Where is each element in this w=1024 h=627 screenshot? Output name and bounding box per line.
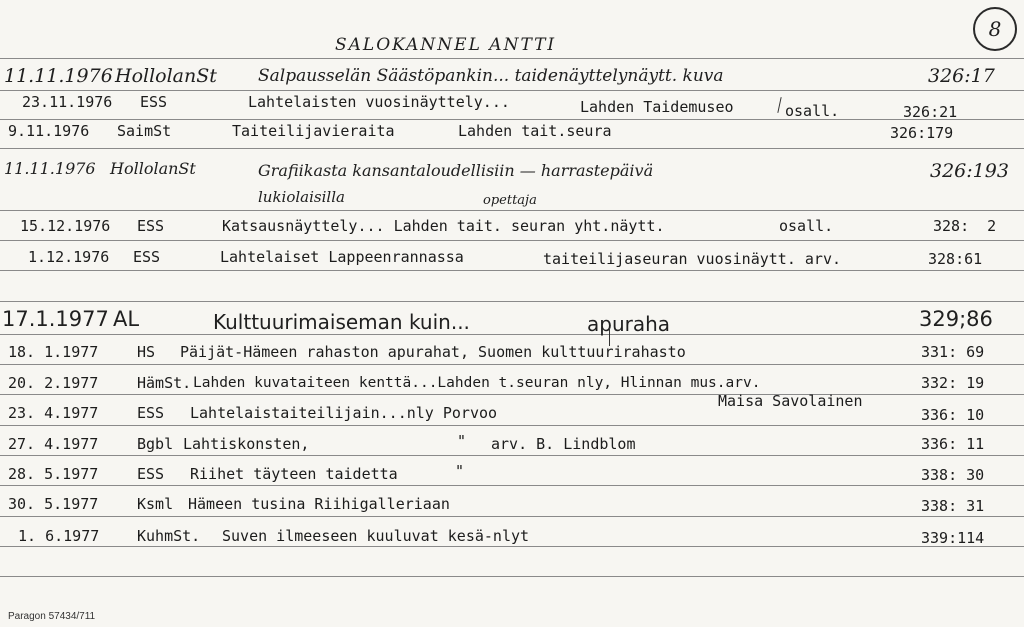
entry-source: Ksml [137, 495, 174, 513]
entry-ref: 329;86 [919, 307, 993, 331]
rule-line [0, 516, 1024, 517]
entry-source: ESS [137, 465, 165, 483]
entry-date: 30. 5.1977 [8, 495, 99, 513]
entry-ref: 326:193 [930, 160, 1009, 182]
entry-ref: 328:61 [928, 250, 983, 268]
entry-ref: 339:114 [921, 529, 985, 547]
entry-source: ESS [137, 217, 165, 235]
entry-date: 11.11.1976 [4, 65, 113, 87]
entry-date: 1. 6.1977 [18, 527, 100, 545]
rule-line [0, 364, 1024, 365]
entry-date: 28. 5.1977 [8, 465, 99, 483]
pen-tick [609, 328, 610, 346]
entry-source: Bgbl [137, 435, 174, 453]
rule-line [0, 455, 1024, 456]
card-header-name: SALOKANNEL ANTTI [335, 35, 557, 55]
entry-date: 9.11.1976 [8, 122, 90, 140]
rule-line [0, 58, 1024, 59]
rule-line [0, 546, 1024, 547]
entry-text: Riihet täyteen taidetta [190, 465, 398, 483]
entry-ref: 326:17 [928, 65, 995, 87]
entry-date: 23.11.1976 [22, 93, 113, 111]
card-footer: Paragon 57434/711 [8, 611, 96, 622]
entry-text-3: arv. B. Lindblom [491, 435, 636, 453]
rule-line [0, 425, 1024, 426]
entry-text-2: apuraha [587, 312, 671, 336]
entry-date: 27. 4.1977 [8, 435, 99, 453]
rule-line [0, 148, 1024, 149]
entry-ref: 336: 11 [921, 435, 985, 453]
entry-text: Katsausnäyttely... Lahden tait. seuran yht.näytt. [222, 217, 665, 235]
entry-source: HS [137, 343, 156, 361]
entry-ref: 328: 2 [933, 217, 997, 235]
rule-line [0, 485, 1024, 486]
entry-ref: 326:21 [903, 103, 958, 121]
entry-text: Lahtelaisten vuosinäyttely... [248, 93, 510, 111]
entry-text: Lahtelaistaiteilijain...nly Porvoo [190, 404, 498, 422]
entry-text-2: lukiolaisilla [258, 188, 345, 206]
entry-text: Taiteilijavieraita [232, 122, 395, 140]
entry-source: ESS [133, 248, 161, 266]
entry-ref: 338: 30 [921, 466, 985, 484]
entry-ref: 338: 31 [921, 497, 985, 515]
rule-line [0, 394, 1024, 395]
entry-date: 1.12.1976 [28, 248, 110, 266]
entry-ref: 331: 69 [921, 343, 985, 361]
card-number-badge [973, 7, 1017, 51]
entry-date: 20. 2.1977 [8, 374, 99, 392]
entry-source: ESS [137, 404, 165, 422]
entry-date: 15.12.1976 [20, 217, 111, 235]
entry-text-2: Lahden Taidemuseo [580, 98, 734, 116]
rule-line [0, 240, 1024, 241]
rule-line [0, 270, 1024, 271]
entry-text: Kulttuurimaiseman kuin... [213, 310, 470, 334]
entry-text-2: " [457, 432, 467, 450]
entry-text-2: " [455, 462, 465, 480]
entry-source: HollolanSt [110, 159, 196, 178]
entry-text-3: opettaja [483, 193, 537, 208]
entry-source: ESS [140, 93, 168, 111]
entry-ref: 336: 10 [921, 406, 985, 424]
entry-source: KuhmSt. [137, 527, 201, 545]
entry-text: Lahden kuvataiteen kenttä...Lahden t.seuran nly, Hlinnan mus.arv. [193, 375, 761, 391]
pen-tick [777, 97, 781, 113]
card-number: 8 [988, 17, 1002, 41]
entry-text-2: Lahden tait.seura [458, 122, 612, 140]
entry-ref: 332: 19 [921, 374, 985, 392]
rule-line [0, 576, 1024, 577]
entry-source: HämSt. [137, 374, 192, 392]
entry-date: 18. 1.1977 [8, 343, 99, 361]
rule-line [0, 90, 1024, 91]
entry-text: Hämeen tusina Riihigalleriaan [188, 495, 450, 513]
entry-ref: 326:179 [890, 124, 954, 142]
rule-line [0, 334, 1024, 335]
entry-source: HollolanSt [115, 65, 217, 87]
entry-date: 17.1.1977 [2, 307, 109, 331]
entry-text: Grafiikasta kansantaloudellisiin — harrastepäivä [258, 161, 654, 180]
entry-text-2: taiteilijaseuran vuosinäytt. arv. [543, 250, 842, 268]
entry-date: 11.11.1976 [4, 159, 96, 178]
entry-text-2: osall. [779, 217, 834, 235]
entry-date: 23. 4.1977 [8, 404, 99, 422]
entry-text: Lahtiskonsten, [183, 435, 310, 453]
rule-line [0, 119, 1024, 120]
entry-text-3: osall. [785, 102, 840, 120]
entry-text: Päijät-Hämeen rahaston apurahat, Suomen kulttuurirahasto [180, 343, 686, 361]
entry-source: AL [113, 307, 140, 331]
entry-text: Lahtelaiset Lappeenrannassa [220, 248, 464, 266]
entry-text: Suven ilmeeseen kuuluvat kesä-nlyt [222, 527, 530, 545]
entry-text-2: Maisa Savolainen [718, 392, 863, 410]
entry-text: Salpausselän Säästöpankin... taidenäyttelynäytt. kuva [258, 66, 724, 86]
entry-source: SaimSt [117, 122, 172, 140]
rule-line [0, 301, 1024, 302]
